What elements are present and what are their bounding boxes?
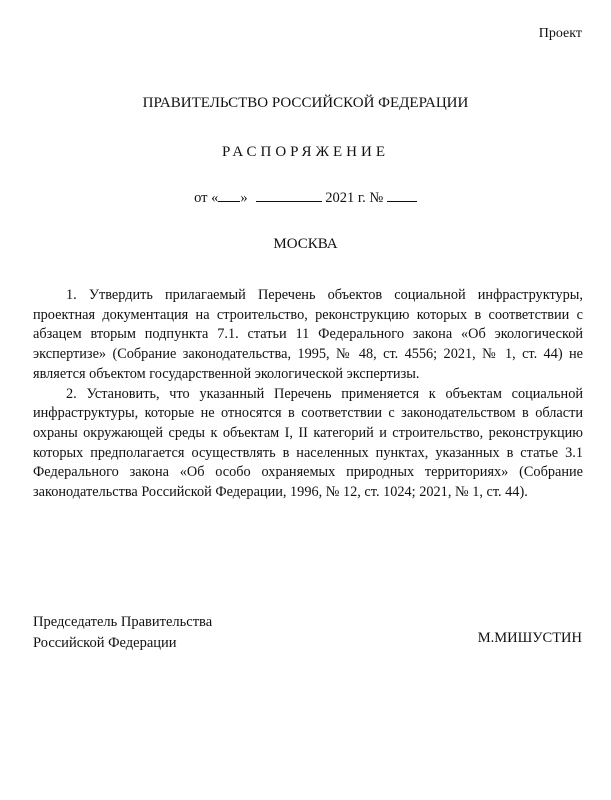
month-blank xyxy=(256,190,322,202)
paragraph-1: 1. Утвердить прилагаемый Перечень объектов социальной инфраструктуры, проектная документация на строительство, реконструкцию которых в соответствии с абзацем вторым подпункта 7.1. статьи 11 Федерального закона «Об экологической экспертизе» (Собрание законодательства, 1995, № 48, ст. 4556; 2021, № 1, ст. 44) не является объектом государственной экологической экспертизы. xyxy=(33,287,583,382)
date-quote-close: » xyxy=(240,190,248,206)
draft-label: Проект xyxy=(538,26,582,41)
issuer-heading: ПРАВИТЕЛЬСТВО РОССИЙСКОЙ ФЕДЕРАЦИИ xyxy=(142,95,469,111)
signatory-name: М.МИШУСТИН xyxy=(477,630,582,646)
document-body xyxy=(33,286,583,503)
position-line-1: Председатель Правительства xyxy=(33,614,213,630)
date-number-line xyxy=(0,190,611,207)
year-number-label: 2021 г. № xyxy=(325,190,384,206)
signatory-position xyxy=(33,612,212,654)
city-label: МОСКВА xyxy=(273,236,338,252)
date-prefix: от « xyxy=(194,190,219,206)
day-blank xyxy=(218,190,240,202)
position-line-2: Российской Федерации xyxy=(33,635,177,651)
number-blank xyxy=(387,190,417,202)
document-type-title: РАСПОРЯЖЕНИЕ xyxy=(221,144,389,160)
paragraph-2: 2. Установить, что указанный Перечень применяется к объектам социальной инфраструктуры, которые не относятся в соответствии с законодательством в области охраны окружающей среды к объектам I, II категорий и строительство, реконструкцию которых предполагается осуществлять в населенных пунктах, указанных в статье 3.1 Федерального закона «Об особо охраняемых природных территориях» (Собрание законодательства Российской Федерации, 1996, № 12, ст. 1024; 2021, № 1, ст. 44). xyxy=(33,385,583,501)
